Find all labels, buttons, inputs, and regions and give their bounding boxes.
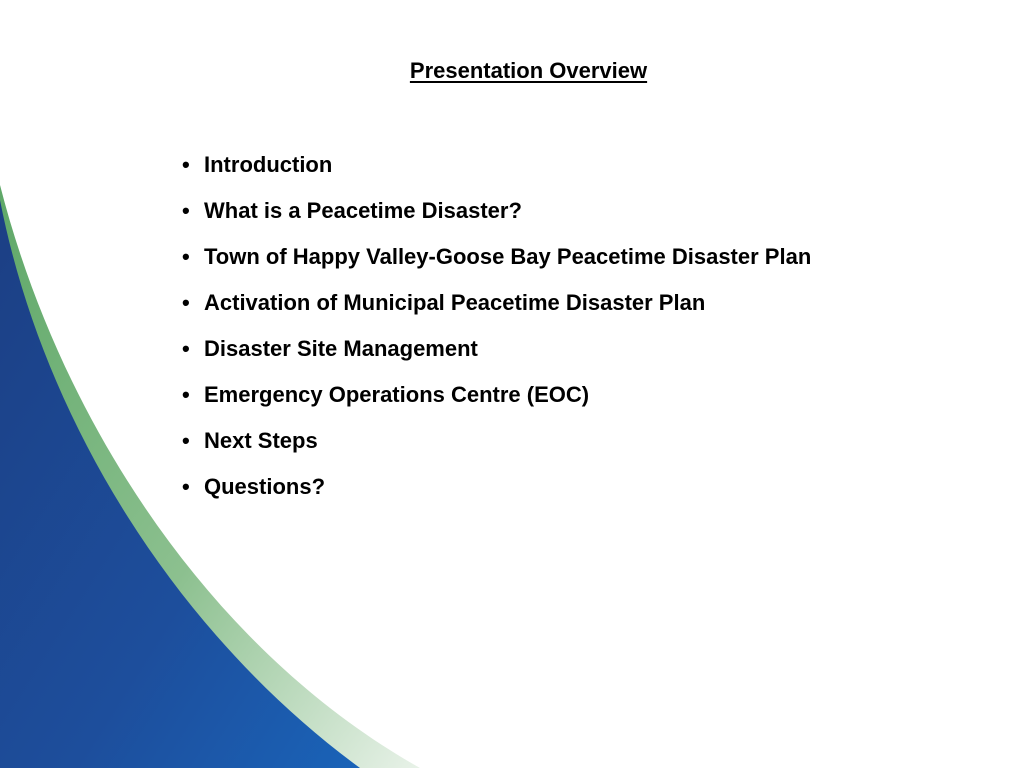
bullet-icon: •: [182, 244, 190, 269]
list-item-text: Questions?: [204, 474, 326, 499]
bullet-icon: •: [182, 152, 190, 177]
agenda-list: [182, 150, 811, 518]
list-item-text: Emergency Operations Centre (EOC): [204, 382, 590, 407]
page-title: Presentation Overview: [409, 58, 648, 83]
list-item: [182, 334, 811, 380]
list-item: [182, 242, 811, 288]
list-item-text: What is a Peacetime Disaster?: [204, 198, 522, 223]
list-item: [182, 426, 811, 472]
bullet-icon: •: [182, 474, 190, 499]
list-item: [182, 288, 811, 334]
bullet-icon: •: [182, 382, 190, 407]
bullet-icon: •: [182, 198, 190, 223]
bullet-icon: •: [182, 336, 190, 361]
list-item: [182, 196, 811, 242]
list-item-text: Next Steps: [204, 428, 318, 453]
list-item: [182, 472, 811, 518]
list-item: [182, 380, 811, 426]
list-item-text: Disaster Site Management: [204, 336, 478, 361]
bullet-icon: •: [182, 428, 190, 453]
list-item-text: Activation of Municipal Peacetime Disaster Plan: [204, 290, 706, 315]
list-item-text: Introduction: [204, 152, 333, 177]
bullet-icon: •: [182, 290, 190, 315]
list-item-text: Town of Happy Valley-Goose Bay Peacetime Disaster Plan: [204, 244, 812, 269]
list-item: [182, 150, 811, 196]
